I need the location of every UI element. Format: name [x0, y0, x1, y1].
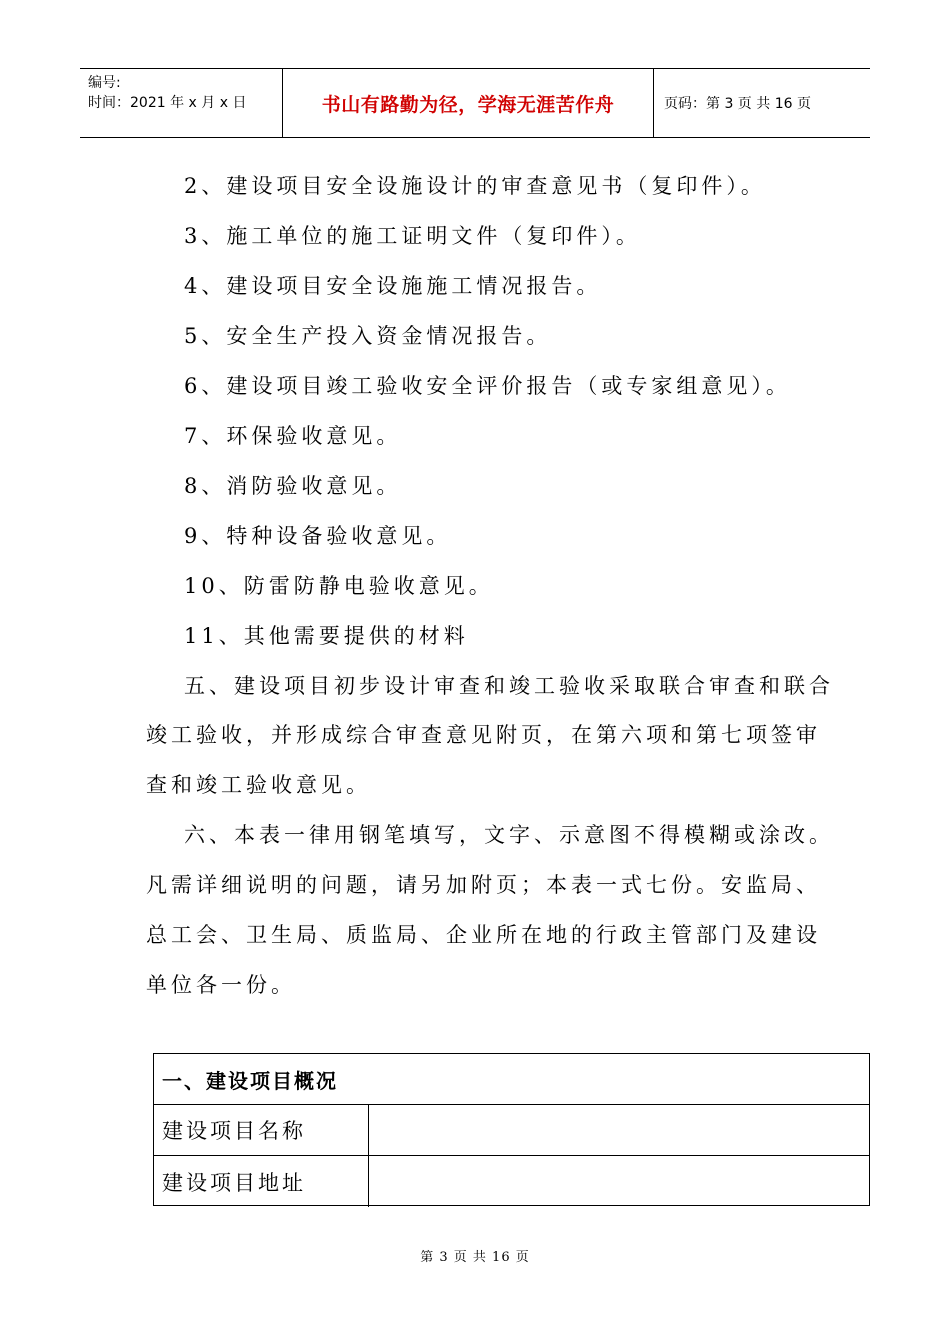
section-6-line: 总工会、卫生局、质监局、企业所在地的行政主管部门及建设	[146, 923, 821, 947]
list-item: 8、消防验收意见。	[184, 474, 402, 498]
section-5-line: 竣工验收，并形成综合审查意见附页，在第六项和第七项签审	[146, 723, 821, 747]
document-number-label: 编号:	[88, 75, 121, 91]
section-6-line: 凡需详细说明的问题，请另加附页；本表一式七份。安监局、	[146, 873, 821, 897]
header-motto: 书山有路勤为径，学海无涯苦作舟	[282, 69, 654, 137]
project-name-label: 建设项目名称	[154, 1105, 369, 1155]
project-overview-table	[153, 1053, 870, 1206]
list-item: 6、建设项目竣工验收安全评价报告（或专家组意见）。	[184, 374, 791, 398]
list-item: 5、安全生产投入资金情况报告。	[184, 324, 552, 348]
header-page-info: 页码：第 3 页 共 16 页	[664, 96, 811, 112]
list-item: 10、防雷防静电验收意见。	[184, 574, 494, 598]
table-row	[154, 1156, 869, 1207]
list-item: 11、其他需要提供的材料	[184, 624, 469, 648]
page-footer: 第 3 页 共 16 页	[420, 1250, 530, 1265]
document-date: 时间：2021 年 x 月 x 日	[88, 95, 247, 111]
project-address-field[interactable]	[369, 1156, 869, 1207]
project-name-field[interactable]	[369, 1105, 869, 1155]
page-header	[80, 68, 870, 138]
list-item: 7、环保验收意见。	[184, 424, 402, 448]
section-6-line: 六、本表一律用钢笔填写，文字、示意图不得模糊或涂改。	[184, 823, 834, 847]
list-item: 3、施工单位的施工证明文件（复印件）。	[184, 224, 641, 248]
section-5-line: 五、建设项目初步设计审查和竣工验收采取联合审查和联合	[184, 674, 834, 698]
list-item: 2、建设项目安全设施设计的审查意见书（复印件）。	[184, 174, 766, 198]
project-address-label: 建设项目地址	[154, 1156, 369, 1207]
table-row	[154, 1105, 869, 1156]
table-title: 一、建设项目概况	[154, 1054, 869, 1105]
header-meta	[80, 69, 282, 137]
list-item: 9、特种设备验收意见。	[184, 524, 452, 548]
list-item: 4、建设项目安全设施施工情况报告。	[184, 274, 602, 298]
section-6-line: 单位各一份。	[146, 973, 296, 997]
section-5-line: 查和竣工验收意见。	[146, 773, 371, 797]
